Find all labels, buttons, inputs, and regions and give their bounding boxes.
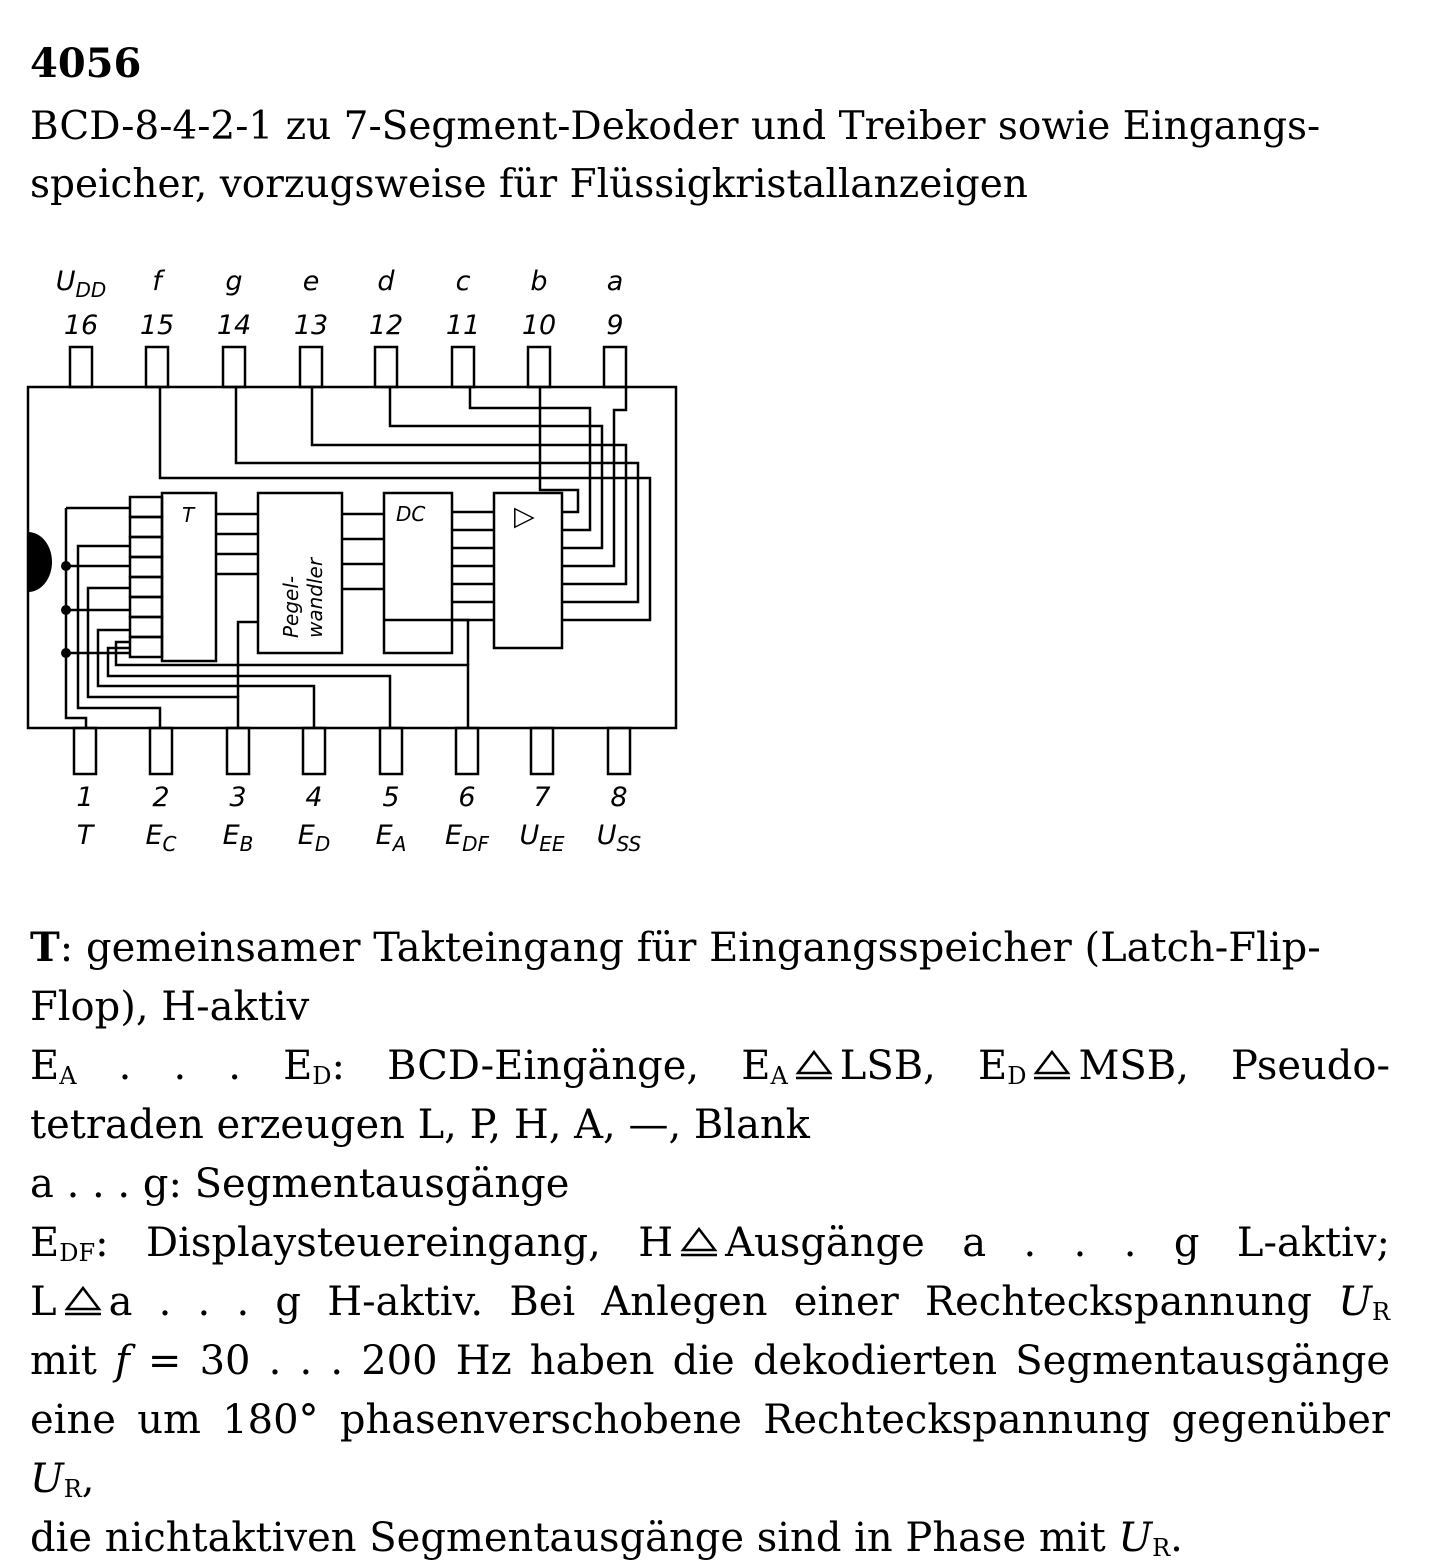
package-notch	[28, 532, 52, 592]
desc-freq: mit f = 30 . . . 200 Hz haben die dekodierten Segmentausgänge	[30, 1338, 1391, 1384]
desc-last: die nichtaktiven Segmentausgänge sind in Phase mit $U_R$.	[30, 1515, 1183, 1562]
bottom-pin-number: 7	[533, 782, 551, 813]
top-pin-labels	[56, 266, 624, 341]
top-pin-number: 12	[368, 310, 404, 341]
latch-input-stubs	[130, 497, 162, 657]
corresponds-symbol	[1030, 1039, 1074, 1071]
top-pin-name: c	[455, 266, 471, 297]
bottom-pin-name: $U_{SS}$	[596, 820, 642, 856]
bottom-pin-name: $E_D$	[297, 820, 331, 856]
driver-symbol: ▷	[514, 501, 535, 532]
bottom-pin-number: 1	[76, 782, 94, 813]
bottom-pin-name: $U_{EE}$	[519, 820, 565, 856]
bottom-pin-number: 2	[152, 782, 170, 813]
top-pin-name: e	[302, 266, 320, 297]
desc-edf-2: L a . . . g H-aktiv. Bei Anlegen einer Rechteckspannung $U_R$	[30, 1273, 1390, 1332]
bottom-pin-labels	[76, 782, 641, 856]
top-pin-number: 14	[216, 310, 252, 341]
top-pin-number: 9	[606, 310, 624, 341]
bottom-pin-legs	[74, 728, 630, 774]
bottom-pin-number: 3	[229, 782, 247, 813]
desc-edf: $E_{DF}$: Displaysteuereingang, H Ausgänge a . . . g L-aktiv;	[30, 1214, 1390, 1273]
desc-phase: eine um 180° phasenverschobene Rechteckspannung gegenüber $U_R$,	[30, 1397, 1390, 1503]
desc-t-cont: Flop), H-aktiv	[30, 984, 310, 1030]
bottom-pin-name: $E_C$	[145, 820, 177, 856]
desc-segments: a . . . g: Segmentausgänge	[30, 1161, 570, 1207]
latch-label: T	[182, 503, 195, 527]
bottom-pin-name: $E_B$	[222, 820, 254, 856]
top-pin-number: 10	[521, 310, 557, 341]
bottom-pin-number: 5	[382, 782, 400, 813]
bottom-pin-name: $E_A$	[375, 820, 407, 856]
decoder-label: DC	[396, 502, 426, 526]
top-pin-number: 13	[293, 310, 329, 341]
desc-t: T: gemeinsamer Takteingang für Eingangsspeicher (Latch-Flip-	[30, 924, 1321, 971]
top-pin-name: b	[530, 266, 548, 297]
corresponds-symbol	[61, 1275, 105, 1307]
pinout-diagram	[0, 250, 720, 870]
bottom-pin-name: $E_{DF}$	[445, 820, 489, 856]
top-pin-number: 11	[445, 310, 481, 341]
top-pin-legs	[70, 347, 626, 387]
level-shifter-label-1: Pegel-	[279, 575, 303, 638]
desc-inputs-cont: tetraden erzeugen L, P, H, A, —, Blank	[30, 1102, 810, 1148]
level-shifter-label-2: wandler	[303, 557, 327, 638]
bottom-pin-number: 4	[305, 782, 323, 813]
top-pin-number: 15	[139, 310, 175, 341]
top-pin-name: g	[225, 266, 243, 297]
corresponds-symbol	[792, 1039, 836, 1071]
top-pin-name: a	[606, 266, 624, 297]
top-pin-number: 16	[63, 310, 99, 341]
top-pin-name: d	[377, 266, 395, 297]
top-pin-name: f	[152, 266, 162, 297]
top-pin-name: $U_{DD}$	[55, 266, 107, 302]
corresponds-symbol	[677, 1216, 721, 1248]
bottom-pin-number: 6	[458, 782, 476, 813]
desc-inputs: $E_A$ . . . $E_D$: BCD-Eingänge, $E_A$ LSB, $E_D$ MSB, Pseudo-	[30, 1037, 1390, 1096]
chip-number: 4056	[30, 40, 142, 87]
description	[30, 918, 1390, 1568]
bottom-pin-name: T	[76, 820, 94, 851]
bottom-pin-number: 8	[610, 782, 628, 813]
chip-title: BCD-8-4-2-1 zu 7-Segment-Dekoder und Treiber sowie Eingangs-speicher, vorzugsweise für Flüssigkristallanzeigen	[30, 104, 1321, 207]
